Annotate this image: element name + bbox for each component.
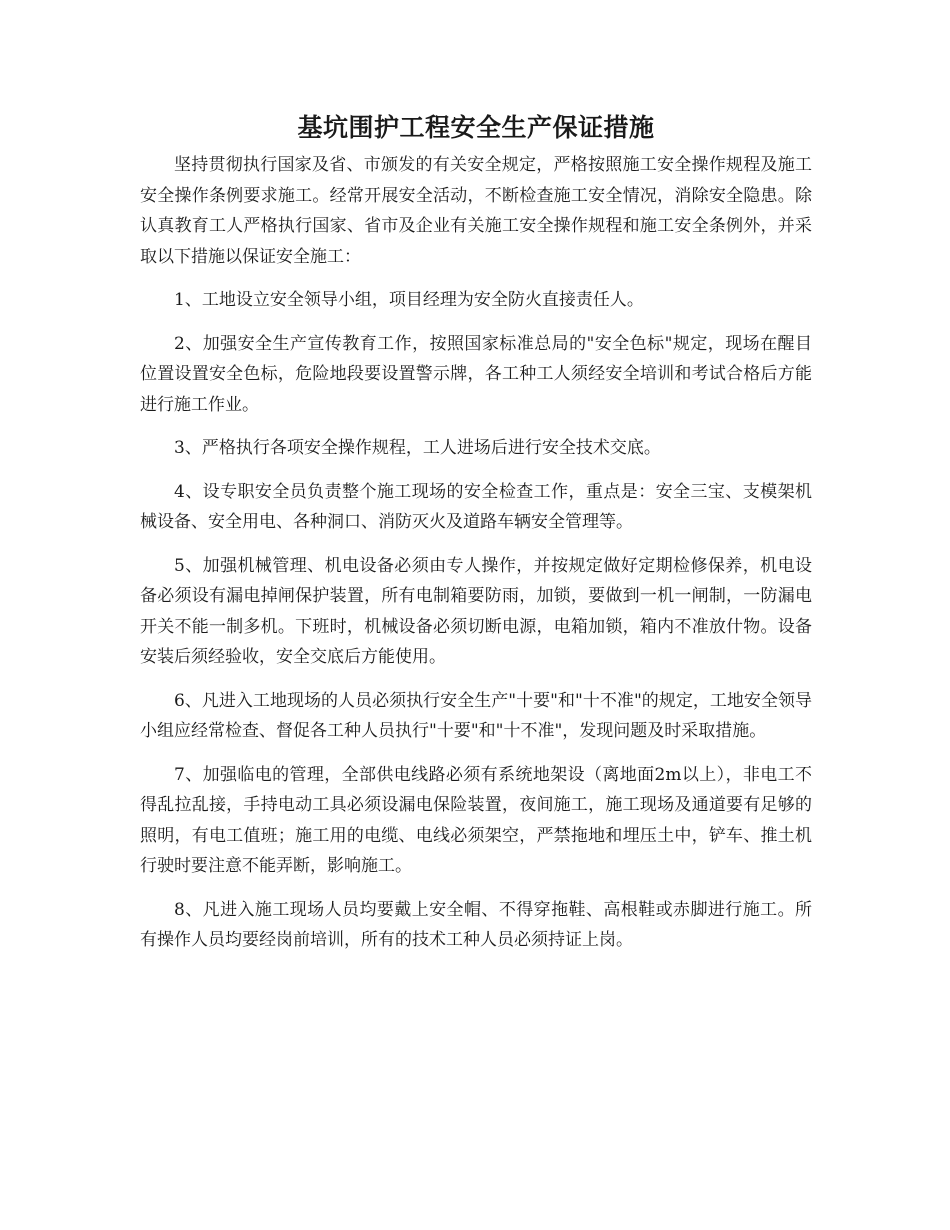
- paragraph-item-2: 2、加强安全生产宣传教育工作，按照国家标准总局的"安全色标"规定，现场在醒目位置设置安全色标，危险地段要设置警示牌，各工种工人须经安全培训和考试合格后方能进行施工作业。: [140, 333, 812, 415]
- paragraph-intro: 坚持贯彻执行国家及省、市颁发的有关安全规定，严格按照施工安全操作规程及施工安全操作条例要求施工。经常开展安全活动，不断检查施工安全情况，消除安全隐患。除认真教育工人严格执行国家、省市及企业有关施工安全操作规程和施工安全条例外，并采取以下措施以保证安全施工：: [140, 155, 812, 267]
- paragraph-item-5: 5、加强机械管理、机电设备必须由专人操作，并按规定做好定期检修保养，机电设备必须设有漏电掉闸保护装置，所有电制箱要防雨，加锁，要做到一机一闸制，一防漏电开关不能一制多机。下班时，机械设备必须切断电源，电箱加锁，箱内不准放什物。设备安装后须经验收，安全交底后方能使用。: [140, 555, 812, 667]
- document-title: 基坑围护工程安全生产保证措施: [297, 113, 655, 142]
- paragraph-item-7: 7、加强临电的管理，全部供电线路必须有系统地架设（离地面2m以上），非电工不得乱拉乱接，手持电动工具必须设漏电保险装置，夜间施工，施工现场及通道要有足够的照明，有电工值班；施工用的电缆、电线必须架空，严禁拖地和埋压土中，铲车、推土机行驶时要注意不能弄断，影响施工。: [140, 764, 812, 876]
- paragraph-item-8: 8、凡进入施工现场人员均要戴上安全帽、不得穿拖鞋、高根鞋或赤脚进行施工。所有操作人员均要经岗前培训，所有的技术工种人员必须持证上岗。: [140, 899, 812, 950]
- document-page: [140, 108, 812, 969]
- paragraph-item-4: 4、设专职安全员负责整个施工现场的安全检查工作，重点是：安全三宝、支模架机械设备、安全用电、各种洞口、消防灭火及道路车辆安全管理等。: [140, 481, 812, 532]
- paragraph-item-1: 1、工地设立安全领导小组，项目经理为安全防火直接责任人。: [174, 290, 644, 310]
- paragraph-item-6: 6、凡进入工地现场的人员必须执行安全生产"十要"和"十不准"的规定，工地安全领导小组应经常检查、督促各工种人员执行"十要"和"十不准"，发现问题及时采取措施。: [140, 690, 812, 741]
- paragraph-item-3: 3、严格执行各项安全操作规程，工人进场后进行安全技术交底。: [174, 438, 661, 458]
